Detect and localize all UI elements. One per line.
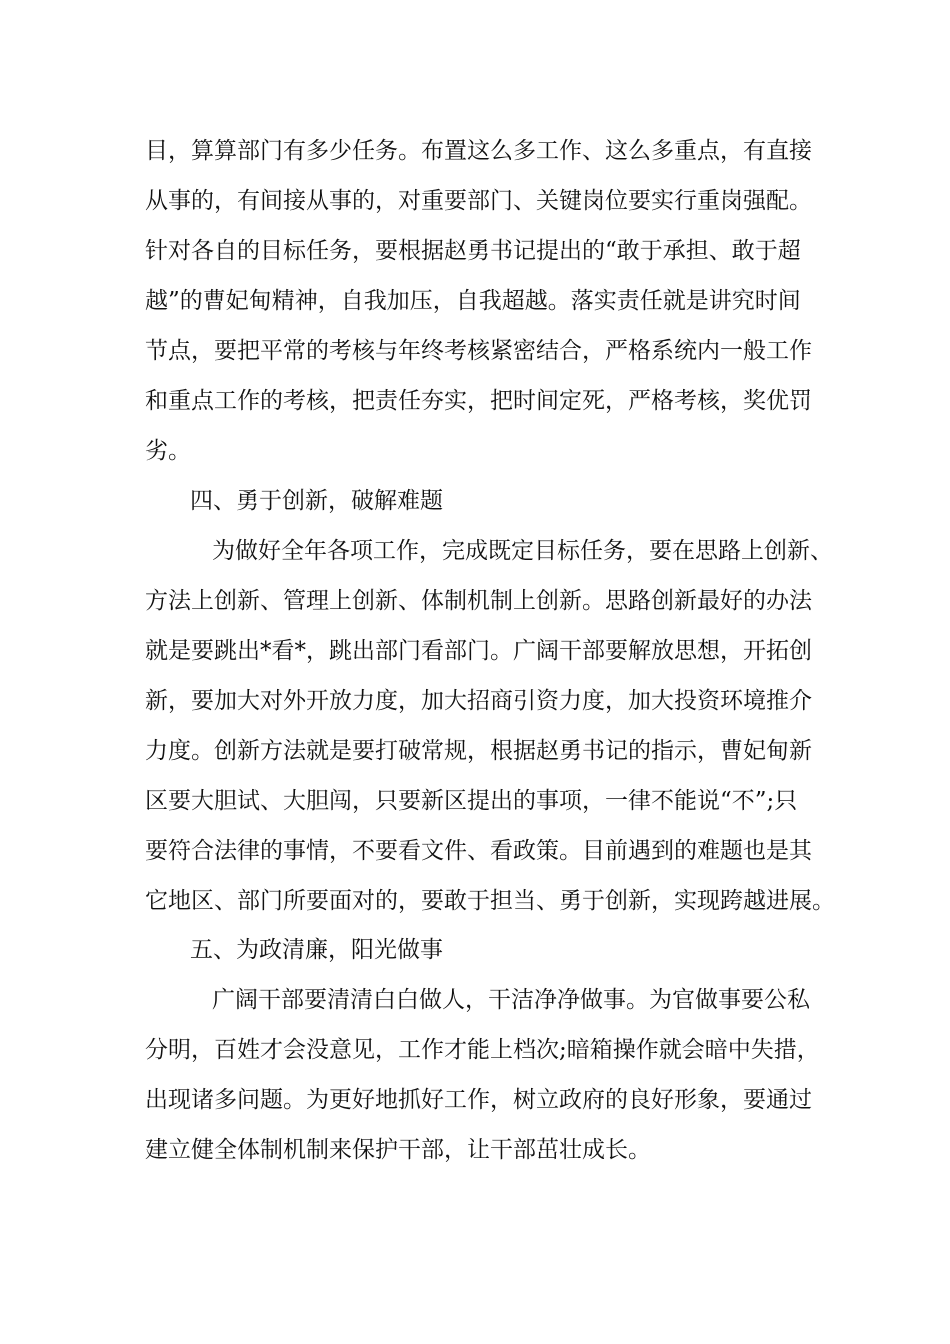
paragraph-line: 出现诸多问题。为更好地抓好工作，树立政府的良好形象，要通过 [145,1087,812,1113]
paragraph-line: 节点，要把平常的考核与年终考核紧密结合，严格系统内一般工作 [145,338,812,364]
paragraph-line: 力度。创新方法就是要打破常规，根据赵勇书记的指示，曹妃甸新 [145,738,812,764]
paragraph-line: 越”的曹妃甸精神，自我加压，自我超越。落实责任就是讲究时间 [145,288,801,314]
paragraph-line: 和重点工作的考核，把责任夯实，把时间定死，严格考核，奖优罚 [145,388,812,414]
paragraph-line: 它地区、部门所要面对的，要敢于担当、勇于创新，实现跨越进展。 [145,888,835,914]
paragraph-line: 从事的，有间接从事的，对重要部门、关键岗位要实行重岗强配。 [145,188,812,214]
paragraph-line: 就是要跳出*看*，跳出部门看部门。广阔干部要解放思想，开拓创 [145,638,812,664]
paragraph-line: 建立健全体制机制来保护干部，让干部茁壮成长。 [145,1137,651,1163]
paragraph-line: 新，要加大对外开放力度，加大招商引资力度，加大投资环境推介 [145,688,812,714]
paragraph-line: 区要大胆试、大胆闯，只要新区提出的事项，一律不能说“不”;只 [145,788,798,814]
paragraph-line: 针对各自的目标任务，要根据赵勇书记提出的“敢于承担、敢于超 [145,238,801,264]
paragraph-line: 广阔干部要清清白白做人，干洁净净做事。为官做事要公私 [212,987,810,1013]
paragraph-line: 劣。 [145,438,191,464]
paragraph-line: 要符合法律的事情，不要看文件、看政策。目前遇到的难题也是其 [145,838,812,864]
paragraph-line: 目，算算部门有多少任务。布置这么多工作、这么多重点，有直接 [145,138,812,164]
section-heading: 五、为政清廉，阳光做事 [190,937,443,963]
paragraph-line: 为做好全年各项工作，完成既定目标任务，要在思路上创新、 [212,538,833,564]
section-heading: 四、勇于创新，破解难题 [190,488,443,514]
paragraph-line: 分明，百姓才会没意见，工作才能上档次;暗箱操作就会暗中失措， [145,1037,820,1063]
paragraph-line: 方法上创新、管理上创新、体制机制上创新。思路创新最好的办法 [145,588,812,614]
